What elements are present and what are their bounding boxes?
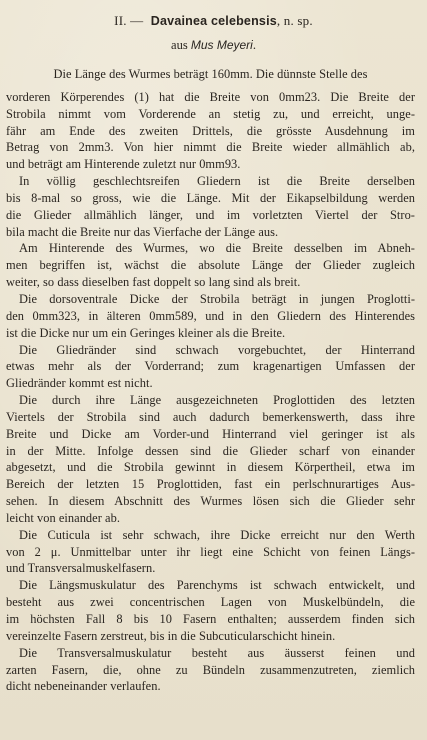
text-line: bis 8-mal so gross, wie die Länge. Mit der Eikapselbildung werden	[6, 190, 415, 205]
text-line: In völlig geschlechtsreifen Gliedern ist die Breite derselben	[19, 174, 415, 189]
text-line: vereinzelte Fasern zerstreut, bis in die Subcuticularschicht hinein.	[6, 628, 336, 643]
text-line: besteht aus zwei concentrischen Lagen von Muskelbündeln, die	[6, 595, 415, 610]
host-suffix: .	[252, 38, 256, 52]
text-line: Die Länge des Wurmes beträgt 160mm. Die dünnste Stelle des	[53, 67, 368, 81]
text-line: Bereich der letzten 15 Proglottiden, fast ein perlschnurartiges Aus-	[6, 477, 415, 492]
text-line: Die Gliedränder sind schwach vorgebuchtet, der Hinterrand	[19, 342, 415, 357]
text-line: und Transversalmuskelfasern.	[6, 561, 156, 576]
host-line	[0, 38, 427, 53]
text-line: den 0mm323, in älteren 0mm589, und in den Gliedern des Hinterendes	[6, 308, 415, 323]
text-line: weiter, so dass dieselben fast doppelt so lang sind als breit.	[6, 275, 301, 290]
text-line: sehen. In diesem Abschnitt des Wurmes lösen sich die Glieder sehr	[6, 494, 415, 509]
text-line: in der Mitte. Infolge dessen sind die Glieder scharf von einander	[6, 443, 415, 458]
text-line: Die Cuticula ist sehr schwach, ihre Dicke erreicht nur den Werth	[19, 527, 415, 542]
host-prefix: aus	[171, 38, 188, 52]
text-line: und beträgt am Hinterende zuletzt nur 0mm93.	[6, 157, 241, 172]
section-number: II. —	[114, 13, 144, 28]
body-text	[6, 66, 415, 695]
text-line: Strobila nimmt vom Vorderende an stetig zu, und erreicht, unge-	[6, 106, 415, 121]
text-line: vorderen Körperendes (1) hat die Breite von 0mm23. Die Breite der	[6, 89, 415, 104]
host-name: Mus Meyeri	[190, 38, 253, 52]
section-heading	[0, 13, 427, 29]
text-line: Die durch ihre Länge ausgezeichneten Proglottiden des letzten	[19, 393, 415, 408]
text-line: zarten Fasern, die, ohne zu Bündeln zusammenzutreten, ziemlich	[6, 662, 415, 677]
text-line: von 2 μ. Unmittelbar unter ihr liegt eine Schicht von feinen Längs-	[6, 544, 415, 559]
text-line: fähr am Ende des zweiten Drittels, die grösste Ausdehnung im	[6, 123, 415, 138]
text-line: bila macht die Breite nur das Vierfache der Länge aus.	[6, 224, 279, 239]
text-line: Die dorsoventrale Dicke der Strobila beträgt in jungen Proglotti-	[19, 291, 415, 306]
text-line: Am Hinterende des Wurmes, wo die Breite desselben im Abneh-	[19, 241, 415, 256]
text-line: Viertels der Strobila sind auch dadurch bemerkenswerth, dass ihre	[6, 409, 415, 424]
text-line: leicht von einander ab.	[6, 510, 120, 525]
text-line: im höchsten Fall 8 bis 10 Fasern enthalten; ausserdem finden sich	[6, 612, 415, 626]
text-line: Gliedränder kommt est nicht.	[6, 376, 153, 391]
text-line: ist die Dicke nur um ein Geringes kleiner als die Breite.	[6, 325, 286, 340]
text-line: Die Transversalmuskulatur besteht aus äusserst feinen und	[19, 645, 415, 660]
text-line: Die Längsmuskulatur des Parenchyms ist schwach entwickelt, und	[19, 578, 415, 593]
text-line: men begriffen ist, wächst die absolute Länge der Glieder zugleich	[6, 258, 415, 273]
text-line: Breite und Dicke am Vorder-und Hinterrand viel geringer ist als	[6, 426, 415, 441]
text-line: etwas mehr als der Vorderrand; zum kragenartigen Umfassen der	[6, 359, 415, 374]
text-line: dicht nebeneinander verlaufen.	[6, 679, 161, 694]
species-suffix: , n. sp.	[276, 13, 313, 28]
text-line: Betrag von 2mm3. Von hier nimmt die Breite wieder allmählich ab,	[6, 140, 415, 155]
text-line: die Glieder allmählich länger, und im vorletzten Viertel der Stro-	[6, 207, 415, 222]
text-line: abgesetzt, und die Strobila gewinnt in diesem Körpertheil, etwa im	[6, 460, 415, 475]
species-name: Davainea celebensis	[150, 14, 277, 28]
